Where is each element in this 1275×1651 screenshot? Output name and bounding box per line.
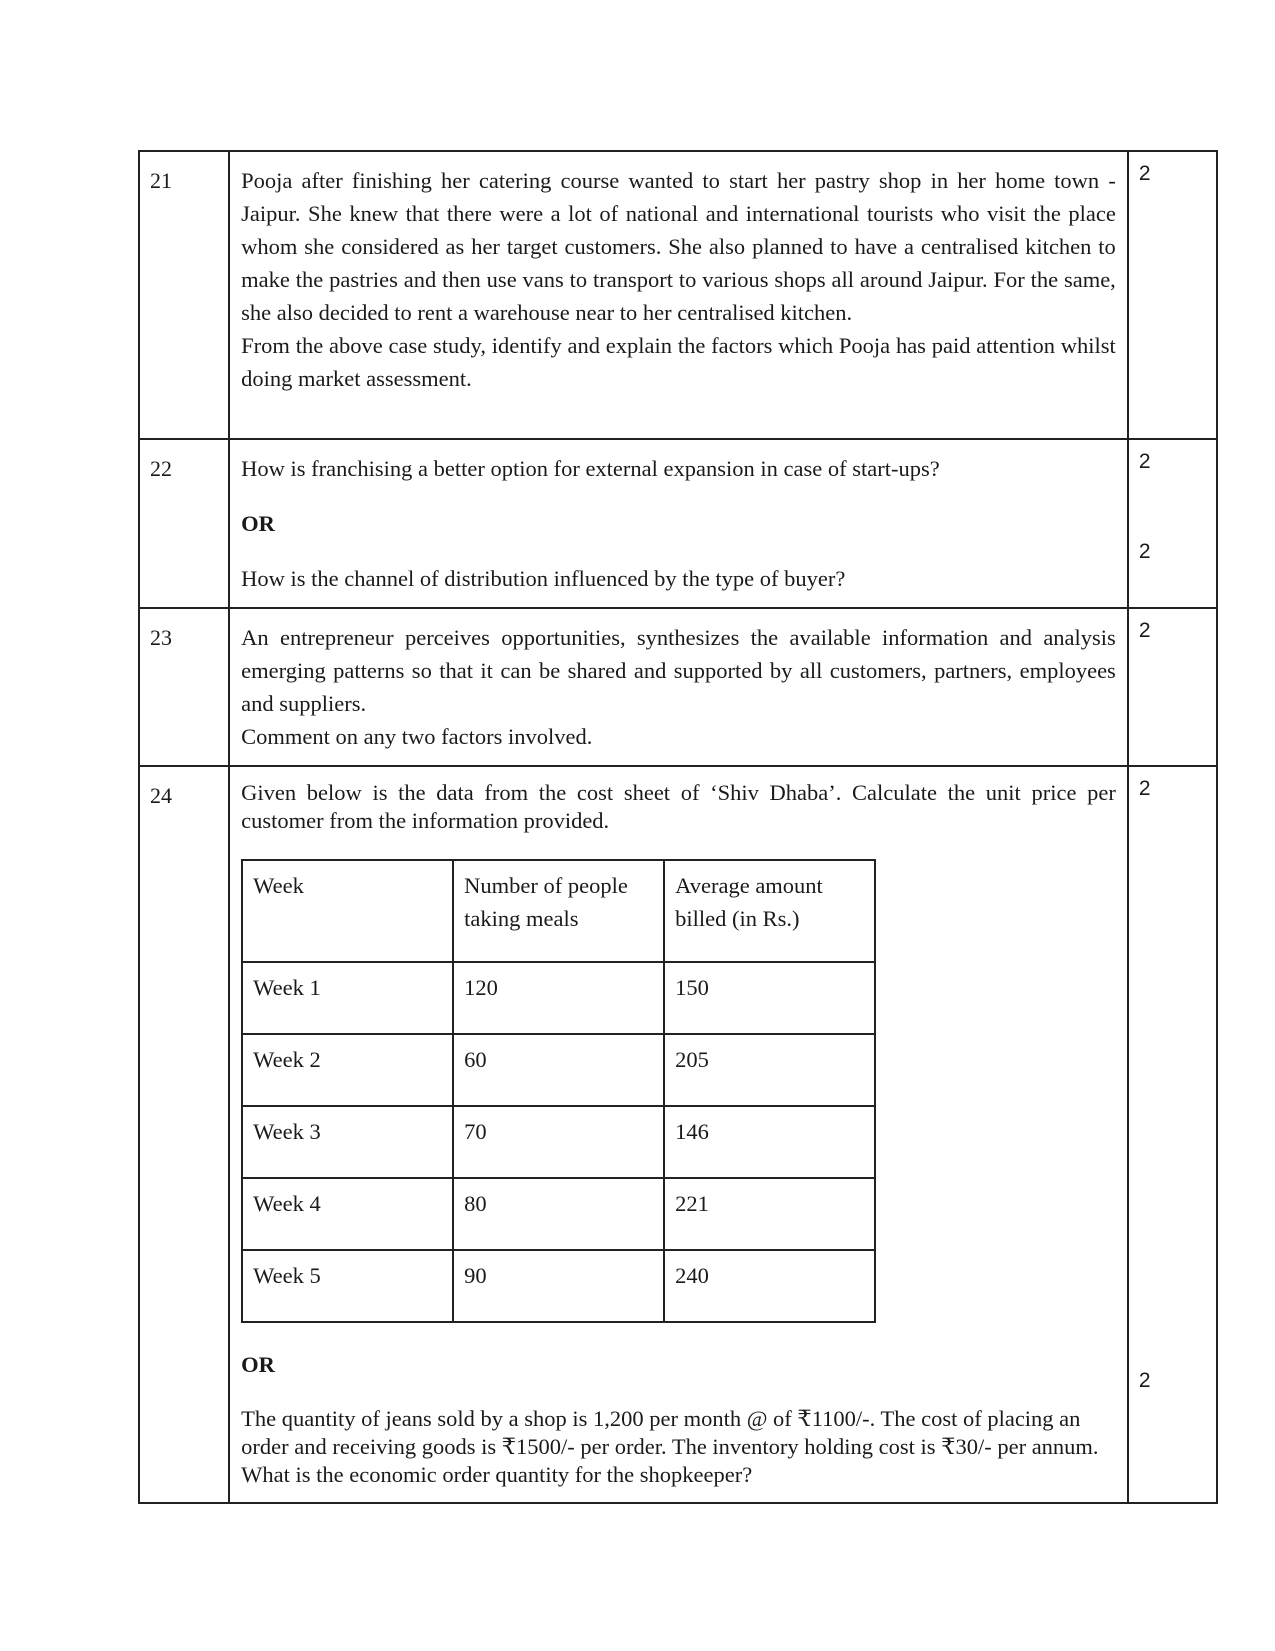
question-number-cell (139, 766, 229, 1503)
table-cell-week: Week 1 (242, 962, 453, 1034)
table-row (242, 962, 875, 1034)
column-header-week: Week (242, 860, 453, 962)
table-cell-amount: 240 (664, 1250, 875, 1322)
marks-cell (1128, 439, 1217, 608)
question-number: 22 (150, 456, 172, 481)
table-cell-amount: 150 (664, 962, 875, 1034)
question-number-cell (139, 439, 229, 608)
table-cell-people: 70 (453, 1106, 664, 1178)
or-separator: OR (241, 511, 275, 536)
table-cell-week: Week 2 (242, 1034, 453, 1106)
marks-value: 2 (1138, 619, 1151, 642)
column-header-people: Number of people taking meals (453, 860, 664, 962)
alternative-question-text: The quantity of jeans sold by a shop is 1,200 per month @ of ₹1100/-. The cost of placing an order and receiving goods is ₹1500/- per order. The inventory holding cost is ₹30/- per annum. What is the economic order quantity for the shopkeeper? (241, 1406, 1099, 1487)
marks-value: 2 (1138, 777, 1151, 800)
alternative-marks-value: 2 (1138, 1369, 1151, 1392)
marks-cell (1128, 151, 1217, 439)
table-cell-amount: 146 (664, 1106, 875, 1178)
question-number: 23 (150, 625, 172, 650)
table-cell-week: Week 4 (242, 1178, 453, 1250)
question-number-cell (139, 608, 229, 766)
or-separator: OR (241, 1352, 275, 1377)
question-text: Given below is the data from the cost sheet of ‘Shiv Dhaba’. Calculate the unit price per customer from the information provided. (241, 780, 1116, 833)
table-row (242, 1250, 875, 1322)
table-cell-people: 60 (453, 1034, 664, 1106)
table-cell-people: 80 (453, 1178, 664, 1250)
question-number-cell (139, 151, 229, 439)
table-cell-week: Week 5 (242, 1250, 453, 1322)
table-cell-amount: 205 (664, 1034, 875, 1106)
table-row (242, 1034, 875, 1106)
question-text: An entrepreneur perceives opportunities, synthesizes the available information and analysis emerging patterns so that it can be shared and supported by all customers, partners, employees and suppliers. (241, 625, 1116, 716)
question-text-cell (229, 766, 1128, 1503)
cost-table-header-row (242, 860, 875, 962)
table-row (242, 1178, 875, 1250)
question-row-23 (139, 608, 1217, 766)
question-table (138, 150, 1218, 1504)
marks-value: 2 (1138, 162, 1151, 185)
table-cell-amount: 221 (664, 1178, 875, 1250)
table-cell-people: 120 (453, 962, 664, 1034)
question-row-21 (139, 151, 1217, 439)
column-header-amount: Average amount billed (in Rs.) (664, 860, 875, 962)
question-text-cell (229, 151, 1128, 439)
table-cell-week: Week 3 (242, 1106, 453, 1178)
question-row-22 (139, 439, 1217, 608)
alternative-marks-value: 2 (1138, 540, 1151, 563)
question-text-task: Comment on any two factors involved. (241, 724, 593, 749)
marks-value: 2 (1138, 450, 1151, 473)
marks-cell (1128, 608, 1217, 766)
marks-cell (1128, 766, 1217, 1503)
question-text: How is franchising a better option for external expansion in case of start-ups? (241, 456, 940, 481)
table-row (242, 1106, 875, 1178)
question-text-cell (229, 608, 1128, 766)
question-row-24 (139, 766, 1217, 1503)
question-text-task: From the above case study, identify and explain the factors which Pooja has paid attention whilst doing market assessment. (241, 333, 1116, 391)
question-number: 24 (150, 783, 172, 808)
question-text: Pooja after finishing her catering course wanted to start her pastry shop in her home town - Jaipur. She knew that there were a lot of national and international tourists who visit the place whom she considered as her target customers. She also planned to have a centralised kitchen to make the pastries and then use vans to transport to various shops all around Jaipur. For the same, she also decided to rent a warehouse near to her centralised kitchen. (241, 168, 1116, 325)
cost-sheet-table (241, 859, 876, 1323)
question-number: 21 (150, 168, 172, 193)
alternative-question-text: How is the channel of distribution influenced by the type of buyer? (241, 566, 846, 591)
table-cell-people: 90 (453, 1250, 664, 1322)
question-text-cell (229, 439, 1128, 608)
